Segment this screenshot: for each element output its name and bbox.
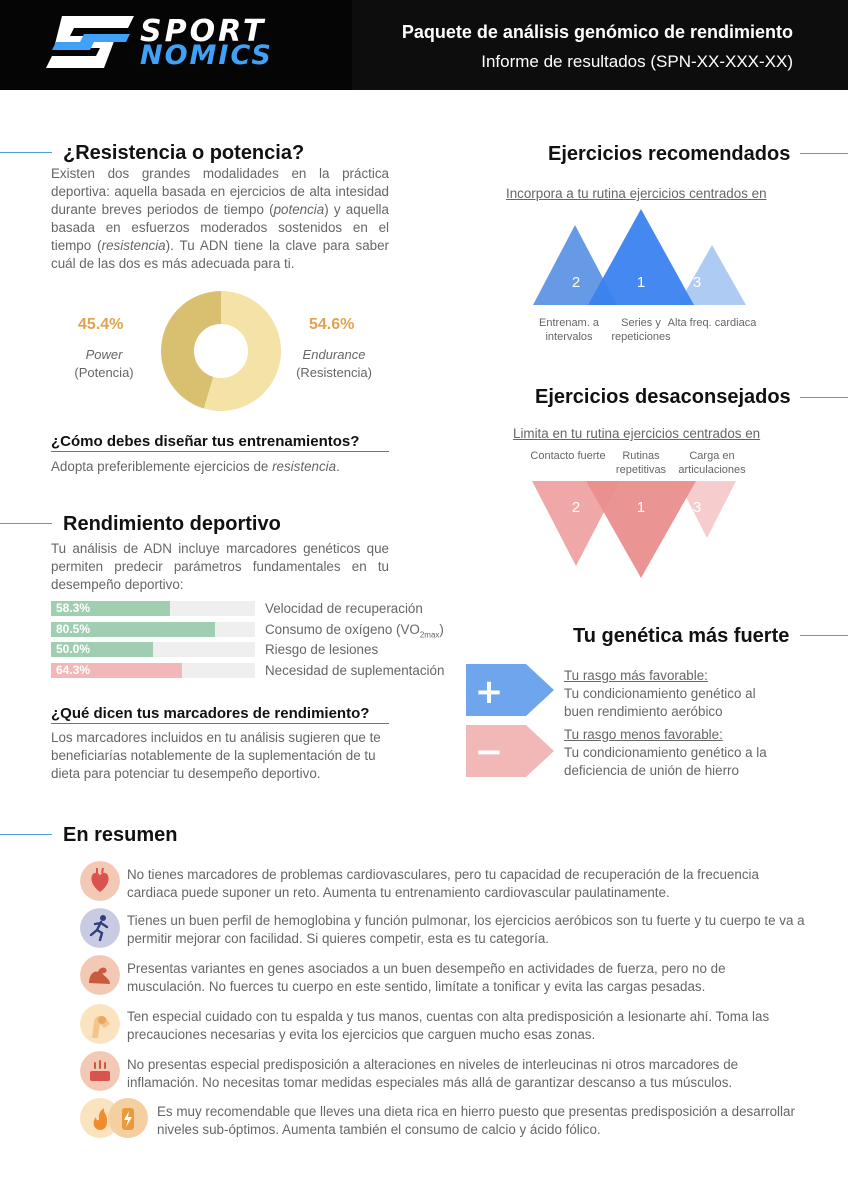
bar-fill: 50.0% <box>51 642 153 657</box>
bar-fill: 80.5% <box>51 622 215 637</box>
section-title-rendimiento: Rendimiento deportivo <box>63 513 281 535</box>
bar-fill: 58.3% <box>51 601 170 616</box>
resistencia-intro: Existen dos grandes modalidades en la práctica deportiva: aquella basada en ejercicios de alta intesidad durante breves periodos de tiempo (potencia) y aquella basada en esfuerzos moderados sostenidos en el tiempo (resistencia). Tu ADN tiene la clave para saber cuál de las dos es más adecuada para ti. <box>51 166 389 271</box>
report-subtitle: Informe de resultados (SPN-XX-XXX-XX) <box>481 52 793 71</box>
endurance-label: Endurance (Resistencia) <box>296 347 372 380</box>
muscle-arm-icon <box>80 955 120 995</box>
unfavorable-trait-title: Tu rasgo menos favorable: <box>564 727 723 742</box>
power-percentage: 45.4% <box>78 316 124 333</box>
summary-text: No tienes marcadores de problemas cardiovasculares, pero tu capacidad de recuperación de la frecuencia cardiaca puede suponer un reto. Aumenta tu entrenamiento cardiovascular paulatinamente. <box>127 867 759 900</box>
bar-suplementacion <box>51 663 255 678</box>
section-title-genetica: Tu genética más fuerte <box>573 625 790 647</box>
bar-oxigeno <box>51 622 255 637</box>
rank-label: 1 <box>636 499 646 516</box>
power-label: Power (Potencia) <box>74 347 134 380</box>
heart-icon <box>80 861 120 901</box>
section-rule <box>800 397 848 398</box>
caption-rutinas: Rutinas repetitivas <box>615 450 667 476</box>
sportnomics-logo-icon <box>44 14 136 70</box>
endurance-percentage: 54.6% <box>309 316 355 333</box>
caption-series: Series y repeticiones <box>611 317 671 343</box>
unfavorable-trait-arrow <box>466 725 556 777</box>
bar-recuperacion <box>51 601 255 616</box>
unfavorable-trait-desc: Tu condicionamiento genético a la deficiencia de unión de hierro <box>564 745 767 778</box>
plus-icon: + <box>474 672 504 712</box>
bar-fill: 64.3% <box>51 663 182 678</box>
favorable-trait-desc: Tu condicionamiento genético al buen rendimiento aeróbico <box>564 686 756 719</box>
recomendados-subtitle: Incorpora a tu rutina ejercicios centrados en <box>506 186 767 201</box>
joint-icon <box>80 1004 120 1044</box>
favorable-trait-arrow <box>466 664 556 716</box>
bar-label: Consumo de oxígeno $(VO_{2max})$ <box>265 622 444 640</box>
section-rule <box>800 153 848 154</box>
summary-text: Ten especial cuidado con tu espalda y tus manos, cuentas con alta predisposición a lesionarte ahí. Toma las precauciones necesarias y evita los ejercicios que carguen mucho esas zonas. <box>127 1009 770 1042</box>
rank-label: 3 <box>692 274 702 291</box>
markers-text: Los marcadores incluidos en tu análisis sugieren que te beneficiarías notablemente de la suplementación de tu dieta para potenciar tu desempeño deportivo. <box>51 730 381 781</box>
rank-label: 2 <box>571 499 581 516</box>
minus-icon: − <box>474 732 504 772</box>
rendimiento-intro: Tu análisis de ADN incluye marcadores genéticos que permiten predecir parámetros fundamentales en tu desempeño deportivo: <box>51 541 389 592</box>
section-title-resumen: En resumen <box>63 824 178 846</box>
section-title-recomendados: Ejercicios recomendados <box>548 143 791 165</box>
favorable-trait-title: Tu rasgo más favorable: <box>564 668 708 683</box>
desaconsejados-subtitle: Limita en tu rutina ejercicios centrados en <box>513 426 761 441</box>
caption-contacto: Contacto fuerte <box>530 450 606 462</box>
summary-text: Es muy recomendable que lleves una dieta rica en hierro puesto que presentas predisposición a desarrollar niveles sub-óptimos. Aumenta también el consumo de calcio y ácido fólico. <box>157 1104 795 1137</box>
caption-articulaciones: Carga en articulaciones <box>678 450 746 476</box>
logo-text-nomics: NOMICS <box>140 40 273 71</box>
bar-lesiones <box>51 642 255 657</box>
power-endurance-donut <box>161 291 281 411</box>
supplement-icons <box>80 1098 150 1138</box>
bar-label: Velocidad de recuperación <box>265 601 423 616</box>
section-rule <box>0 152 52 153</box>
recomendados-triangles <box>520 205 750 310</box>
caption-intervalos: Entrenam. a intervalos <box>539 317 599 343</box>
desaconsejados-triangles <box>520 478 750 583</box>
runner-icon <box>80 908 120 948</box>
header <box>0 0 848 90</box>
section-rule <box>0 523 52 524</box>
logo <box>0 0 352 90</box>
summary-text: Tienes un buen perfil de hemoglobina y función pulmonar, los ejercicios aeróbicos son tu fuerte y tu cuerpo te va a permitir mejorar con facilidad. Si quieres competir, esta es tu categoría. <box>127 913 805 946</box>
rank-label: 3 <box>692 499 702 516</box>
markers-heading: ¿Qué dicen tus marcadores de rendimiento? <box>51 705 389 724</box>
section-title-desaconsejados: Ejercicios desaconsejados <box>535 386 791 408</box>
bar-label: Riesgo de lesiones <box>265 642 379 657</box>
design-text: Adopta preferiblemente ejercicios de resistencia. <box>51 459 340 474</box>
report-title: Paquete de análisis genómico de rendimiento <box>401 22 793 42</box>
summary-text: Presentas variantes en genes asociados a un buen desempeño en actividades de fuerza, pero no de musculación. No fuerces tu cuerpo en este sentido, limítate a tonificar y evita las cargas pesadas. <box>127 961 726 994</box>
design-heading: ¿Cómo debes diseñar tus entrenamientos? <box>51 433 389 452</box>
logo-text-sport: SPORT <box>140 14 267 49</box>
inflammation-icon <box>80 1051 120 1091</box>
caption-cardiaca: Alta freq. cardiaca <box>667 317 757 329</box>
summary-text: No presentas especial predisposición a alteraciones en niveles de interleucinas ni otros marcadores de inflamación. No necesitas tomar medidas especiales más allá de garantizar descanso a tus músculos. <box>127 1057 739 1090</box>
bar-label: Necesidad de suplementación <box>265 663 445 678</box>
rank-label: 1 <box>636 274 646 291</box>
triangle-1 <box>586 481 696 578</box>
section-rule <box>0 834 52 835</box>
section-rule <box>800 635 848 636</box>
section-title-resistencia: ¿Resistencia o potencia? <box>63 142 305 164</box>
rank-label: 2 <box>571 274 581 291</box>
